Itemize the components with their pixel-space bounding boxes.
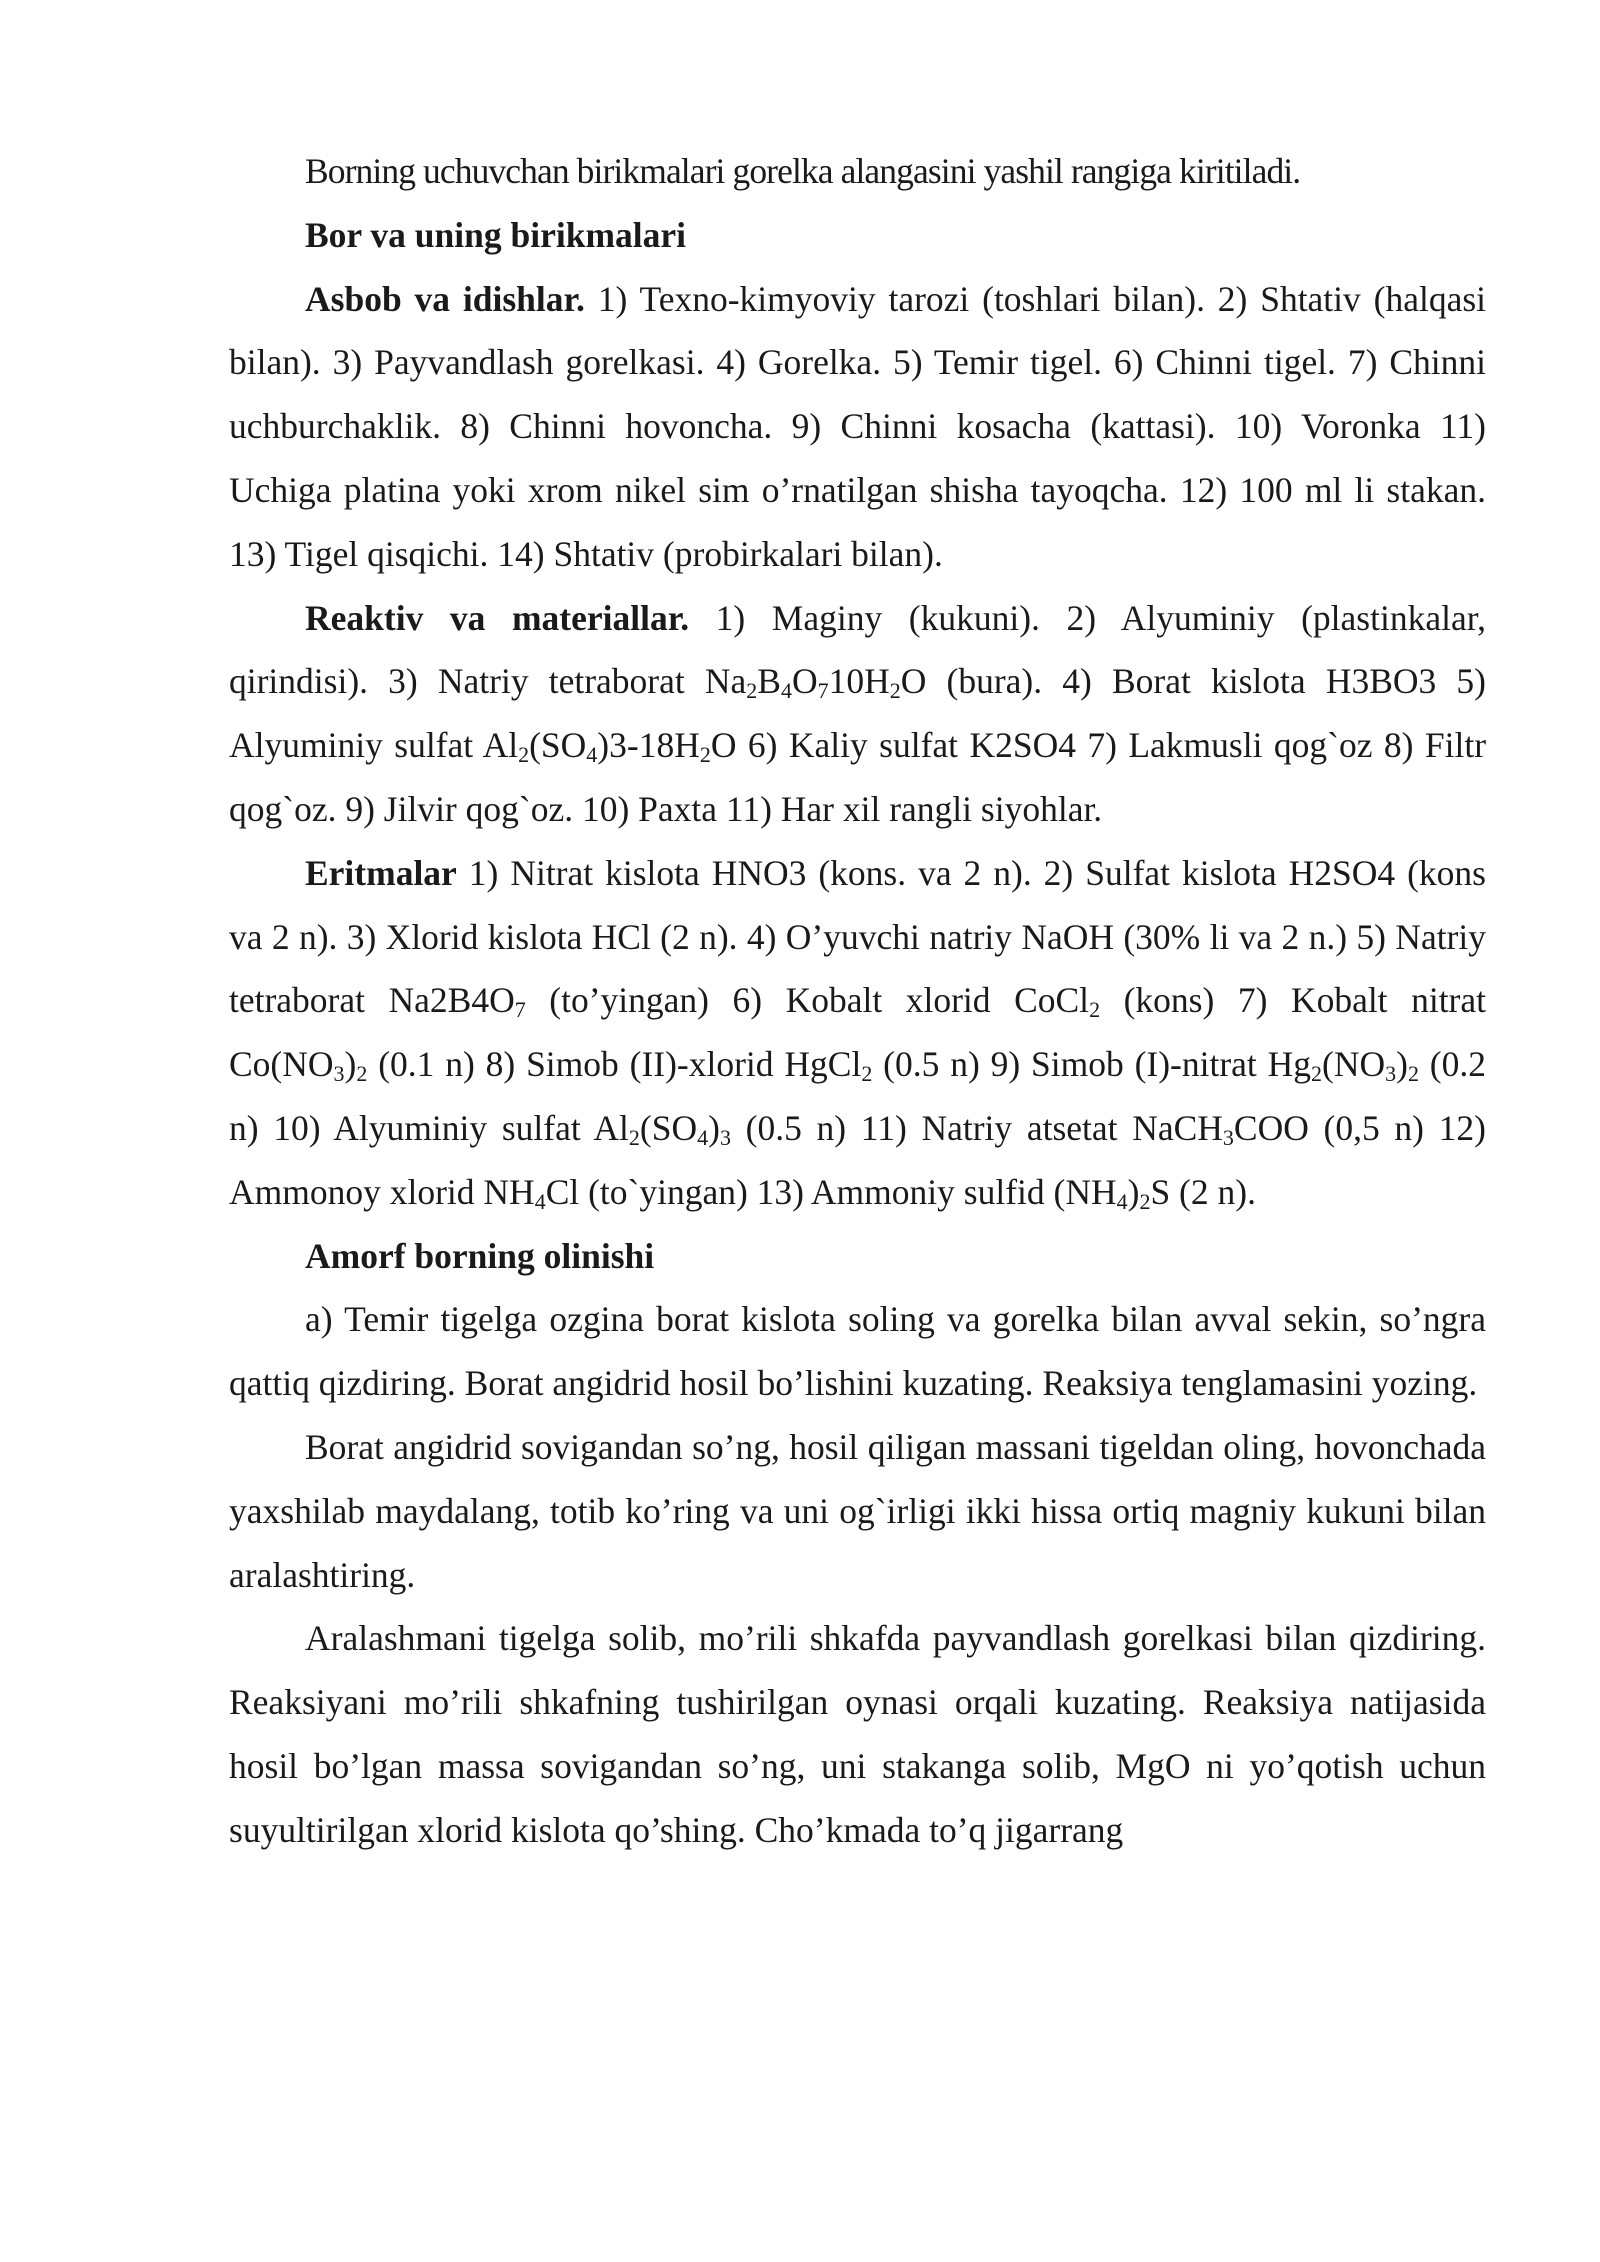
solutions-text: (0.1 n) 8) Simob (II)-xlorid HgCl: [367, 1044, 862, 1085]
solutions-text: S (2 n).: [1150, 1171, 1256, 1212]
subscript: 4: [1116, 1188, 1128, 1214]
subscript: 3: [1385, 1060, 1397, 1086]
subscript: 2: [1407, 1060, 1419, 1086]
solutions-text: (0.5 n) 11) Natriy atsetat NaCH: [730, 1107, 1223, 1148]
solutions-text: ): [1127, 1171, 1140, 1212]
subscript: 2: [699, 742, 711, 767]
solutions-text: (0.5 n) 9) Simob (I)-nitrat Hg: [872, 1044, 1312, 1085]
solutions-text: COO (0,5 n) 12) Ammonoy xlorid NH: [229, 1107, 1486, 1212]
reagents-text: 10H: [828, 661, 890, 702]
reagents-text: )3-18H: [597, 725, 700, 766]
subscript: 2: [356, 1060, 368, 1086]
reagents-text: O (bura). 4) Borat kislota H3BO3 5) Alyuminiy sulfat Al: [229, 661, 1486, 766]
subscript: 3: [719, 1124, 731, 1150]
solutions-text: Cl (to`yingan) 13) Ammoniy sulfid (NH: [545, 1171, 1117, 1212]
subscript: 7: [514, 997, 526, 1023]
solutions-text: (SO: [639, 1107, 698, 1148]
subscript: 3: [333, 1060, 345, 1086]
subscript: 4: [780, 678, 792, 704]
subscript: 2: [518, 742, 530, 767]
procedure-paragraph-a: a) Temir tigelga ozgina borat kislota soling va gorelka bilan avval sekin, so’ngra qattiq qizdiring. Borat angidrid hosil bo’lishini kuzating. Reaksiya tenglamasini yozing.: [229, 1299, 1486, 1404]
reagents-lead: Reaktiv va materiallar.: [305, 597, 690, 638]
equipment-paragraph: [229, 268, 1486, 587]
reagents-text: (SO: [529, 725, 587, 766]
subscript: 2: [1089, 997, 1101, 1023]
subscript: 4: [534, 1188, 546, 1214]
solutions-text: ): [1396, 1044, 1408, 1085]
equipment-lead: Asbob va idishlar.: [305, 278, 585, 319]
subscript: 2: [1139, 1188, 1151, 1214]
reagents-text: B: [757, 661, 781, 702]
solutions-text: (kons) 7) Kobalt nitrat Co(NO: [229, 980, 1486, 1085]
reagents-paragraph: [229, 587, 1486, 842]
solutions-text: 1) Nitrat kislota HNO3 (kons. va 2 n). 2) Sulfat kislota H2SO4 (kons va 2 n). 3) Xlorid kislota HCl (2 n). 4) O’yuvchi natriy NaOH (30% li va 2 n.) 5) Natriy tetraborat Na2B4O: [229, 852, 1486, 1021]
subscript: 4: [586, 742, 598, 767]
subscript: 3: [1222, 1124, 1234, 1150]
solutions-text: ): [708, 1107, 720, 1148]
subscript: 2: [861, 1060, 873, 1086]
procedure-paragraph-b: Borat angidrid sovigandan so’ng, hosil qiligan massani tigeldan oling, hovonchada yaxshilab maydalang, totib ko’ring va uni og`irligi ikki hissa ortiq magniy kukuni bilan aralashtiring.: [229, 1426, 1486, 1595]
subscript: 7: [817, 678, 829, 704]
solutions-text: (to’yingan) 6) Kobalt xlorid CoCl: [525, 980, 1090, 1021]
reagents-text: O 6) Kaliy sulfat K2SO4 7) Lakmusli qog`oz 8) Filtr qog`oz. 9) Jilvir qog`oz. 10) Paxta 11) Har xil rangli siyohlar.: [229, 725, 1487, 829]
solutions-paragraph: [229, 842, 1486, 1225]
reagents-text: 1) Maginy (kukuni). 2) Alyuminiy (plastinkalar, qirindisi). 3) Natriy tetraborat Na: [229, 597, 1486, 702]
equipment-text: 1) Texno-kimyoviy tarozi (toshlari bilan). 2) Shtativ (halqasi bilan). 3) Payvandlash gorelkasi. 4) Gorelka. 5) Temir tigel. 6) Chinni tigel. 7) Chinni uchburchaklik. 8) Chinni hovoncha. 9) Chinni kosacha (kattasi). 10) Voronka 11) Uchiga platina yoki xrom nikel sim o’rnatilgan shisha tayoqcha. 12) 100 ml li stakan. 13) Tigel qisqichi. 14) Shtativ (probirkalari bilan).: [229, 278, 1487, 574]
reagents-text: O: [791, 661, 818, 702]
subscript: 2: [1311, 1060, 1323, 1086]
solutions-text: (NO: [1322, 1044, 1386, 1085]
section-title: Bor va uning birikmalari: [305, 214, 687, 255]
solutions-text: ): [344, 1044, 357, 1085]
solutions-text: (0.2 n) 10) Alyuminiy sulfat Al: [229, 1044, 1486, 1148]
intro-paragraph: Borning uchuvchan birikmalari gorelka alangasini yashil rangiga kiritiladi.: [305, 151, 1301, 191]
document-page: [229, 140, 1486, 1863]
subscript: 2: [746, 678, 758, 704]
subscript: 2: [628, 1124, 640, 1150]
subscript: 2: [889, 678, 901, 704]
subsection-title: Amorf borning olinishi: [305, 1235, 655, 1276]
subscript: 4: [697, 1124, 709, 1150]
procedure-paragraph-c: Aralashmani tigelga solib, mo’rili shkafda payvandlash gorelkasi bilan qizdiring. Reaksiyani mo’rili shkafning tushirilgan oynasi orqali kuzating. Reaksiya natijasida hosil bo’lgan massa sovigandan so’ng, uni stakanga solib, MgO ni yo’qotish uchun suyultirilgan xlorid kislota qo’shing. Cho’kmada to’q jigarrang: [229, 1618, 1486, 1850]
solutions-lead: Eritmalar: [305, 852, 457, 893]
